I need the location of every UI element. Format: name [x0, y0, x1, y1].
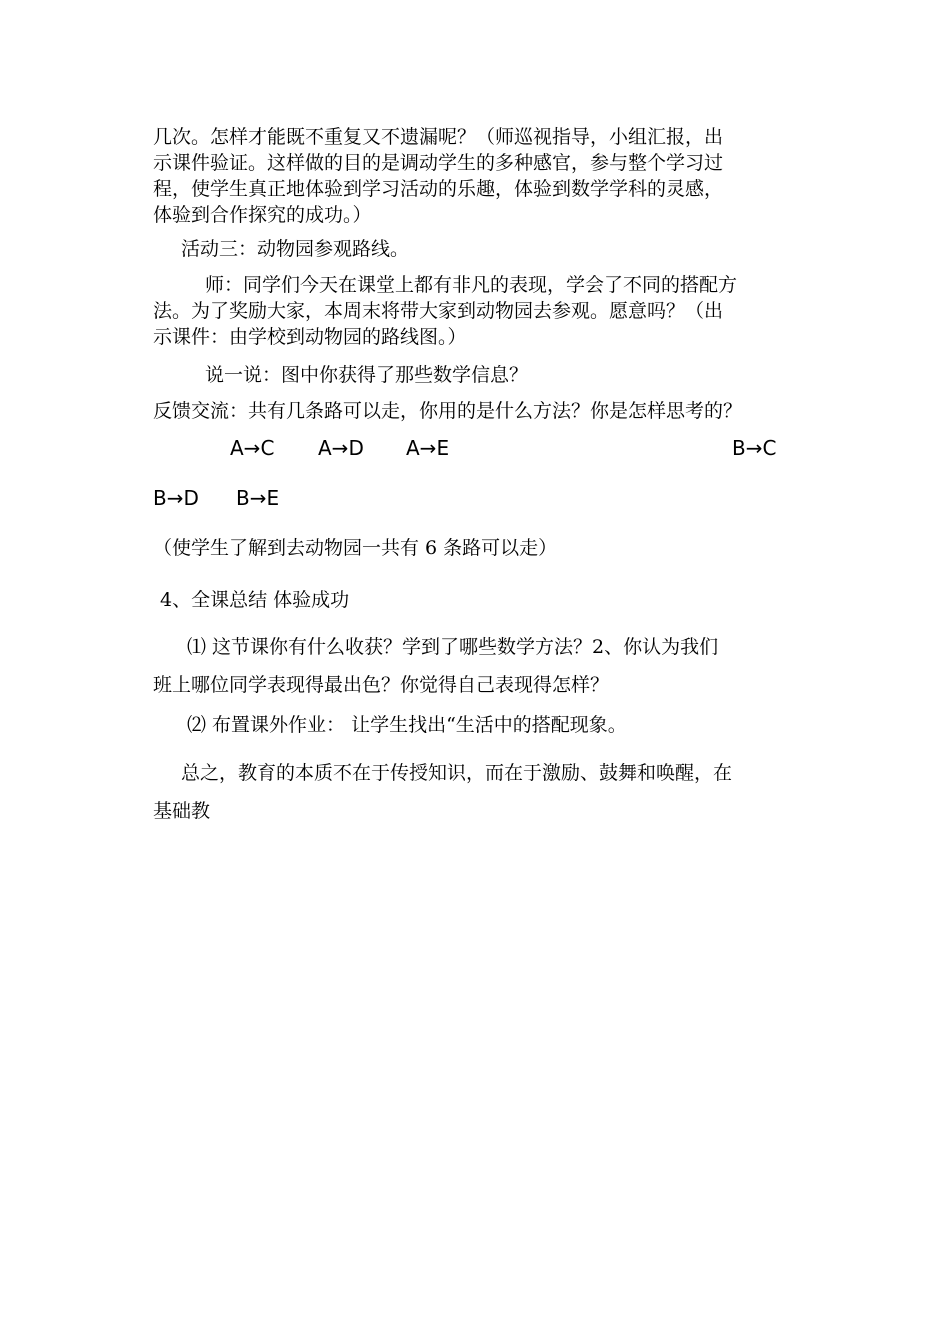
- closing-line: 基础教: [153, 800, 211, 822]
- route-label: A→C: [230, 436, 275, 460]
- paragraph-line: 程，使学生真正地体验到学习活动的乐趣，体验到数学学科的灵感，: [153, 178, 724, 200]
- route-label: B→C: [732, 436, 777, 460]
- conclusion-note: （使学生了解到去动物园一共有 6 条路可以走）: [153, 537, 558, 559]
- prompt-line: 说一说：图中你获得了那些数学信息？: [205, 364, 529, 386]
- section-heading: 4、全课总结 体验成功: [160, 589, 350, 611]
- route-label: A→E: [406, 436, 450, 460]
- summary-line: ⑴ 这节课你有什么收获？学到了哪些数学方法？2、你认为我们: [187, 636, 719, 658]
- activity-heading: 活动三：动物园参观路线。: [181, 238, 410, 260]
- paragraph-line: 体验到合作探究的成功。）: [153, 204, 372, 226]
- feedback-line: 反馈交流：共有几条路可以走，你用的是什么方法？你是怎样思考的？: [153, 400, 743, 422]
- route-label: B→D: [153, 486, 199, 510]
- paragraph-line: 示课件验证。这样做的目的是调动学生的多种感官，参与整个学习过: [153, 152, 724, 174]
- closing-line: 总之，教育的本质不在于传授知识，而在于激励、鼓舞和唤醒，在: [181, 762, 733, 784]
- paragraph-line: 几次。怎样才能既不重复又不遗漏呢？（师巡视指导，小组汇报，出: [153, 126, 724, 148]
- route-label: B→E: [236, 486, 280, 510]
- route-label: A→D: [318, 436, 364, 460]
- paragraph-line: 法。为了奖励大家，本周末将带大家到动物园去参观。愿意吗？（出: [153, 300, 724, 322]
- homework-line: ⑵ 布置课外作业： 让学生找出“生活中的搭配现象。: [187, 714, 627, 736]
- paragraph-line: 师：同学们今天在课堂上都有非凡的表现，学会了不同的搭配方: [205, 274, 738, 296]
- summary-line: 班上哪位同学表现得最出色？你觉得自己表现得怎样？: [153, 674, 610, 696]
- paragraph-line: 示课件：由学校到动物园的路线图。）: [153, 326, 467, 348]
